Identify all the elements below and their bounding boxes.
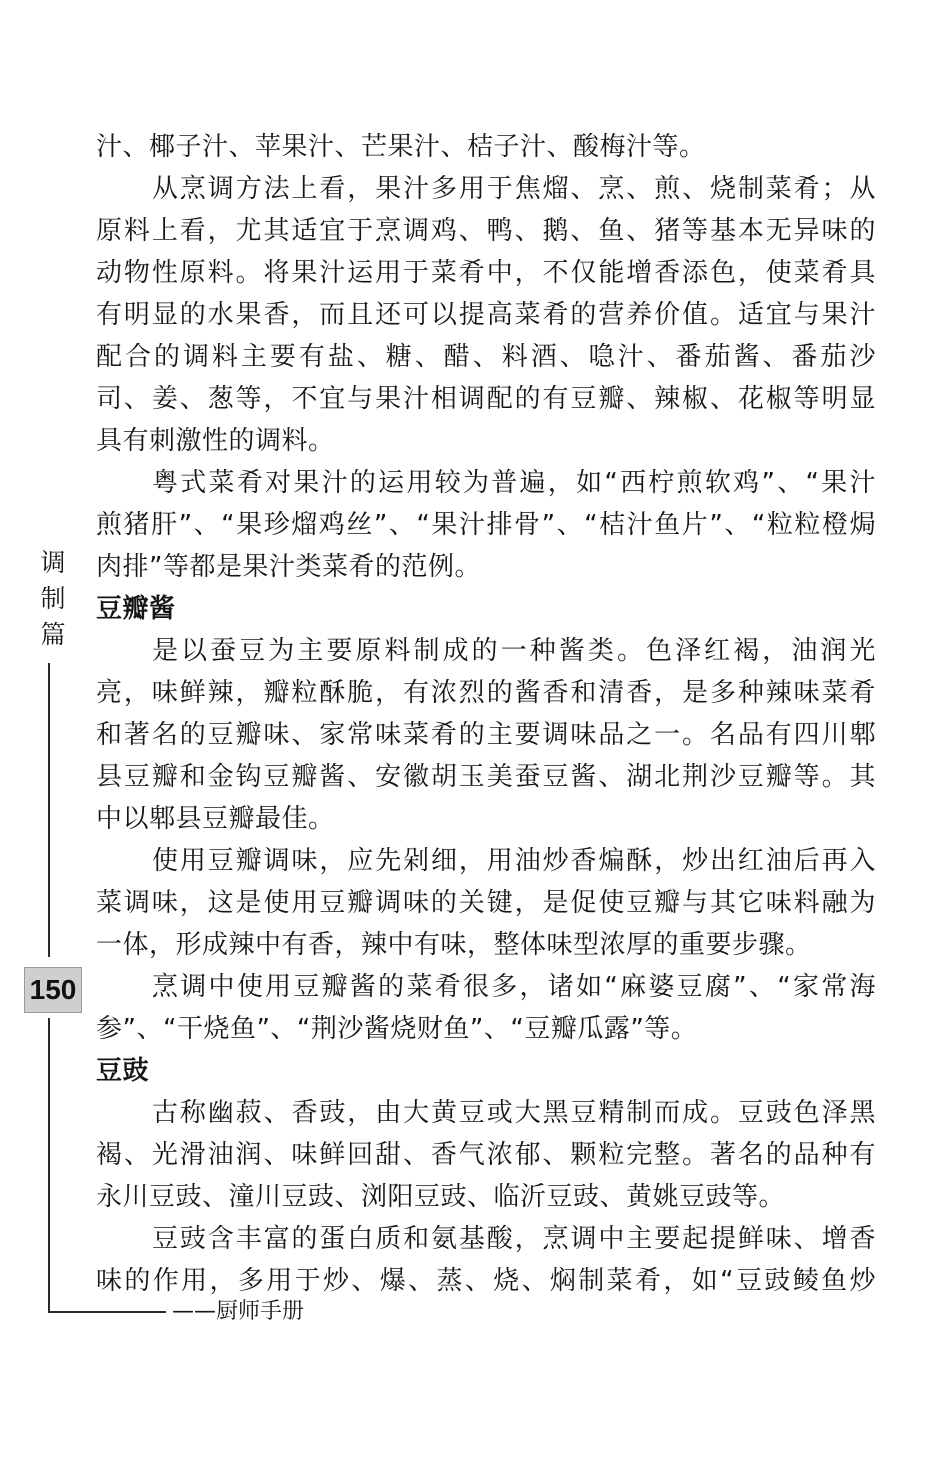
paragraph-first-line: 使用豆瓣调味，应先剁细，用油炒香煸酥，炒出红油后再入 (152, 846, 876, 876)
section-heading-douchi: 豆豉 (96, 1056, 150, 1086)
text-line: 具有刺激性的调料。 (96, 426, 335, 456)
text-line: 一体，形成辣中有香，辣中有味，整体味型浓厚的重要步骤。 (96, 930, 812, 960)
text-line: 汁、椰子汁、苹果汁、芒果汁、桔子汁、酸梅汁等。 (96, 132, 706, 162)
text-line: 参”、“干烧鱼”、“荆沙酱烧财鱼”、“豆瓣瓜露”等。 (96, 1014, 698, 1044)
text-line: 菜调味，这是使用豆瓣调味的关键，是促使豆瓣与其它味料融为 (96, 888, 876, 918)
text-line: 县豆瓣和金钩豆瓣酱、安徽胡玉美蚕豆酱、湖北荆沙豆瓣等。其 (96, 762, 876, 792)
footer-book-title: ——厨师手册 (172, 1299, 305, 1324)
paragraph-first-line: 烹调中使用豆瓣酱的菜肴很多，诸如“麻婆豆腐”、“家常海 (152, 972, 876, 1002)
text-line: 配合的调料主要有盐、糖、醋、料酒、喼汁、番茄酱、番茄沙 (96, 342, 876, 372)
section-label-char: 制 (40, 584, 66, 613)
paragraph-first-line: 粤式菜肴对果汁的运用较为普遍，如“西柠煎软鸡”、“果汁 (152, 468, 876, 498)
text-line: 中以郫县豆瓣最佳。 (96, 804, 335, 834)
section-heading-doubanjiang: 豆瓣酱 (96, 594, 176, 624)
section-label (38, 545, 68, 653)
margin-rule (48, 1018, 50, 1313)
text-line: 有明显的水果香，而且还可以提高菜肴的营养价值。适宜与果汁 (96, 300, 876, 330)
paragraph-first-line: 是以蚕豆为主要原料制成的一种酱类。色泽红褐，油润光 (152, 636, 876, 666)
text-line: 原料上看，尤其适宜于烹调鸡、鸭、鹅、鱼、猪等基本无异味的 (96, 216, 876, 246)
text-line: 和著名的豆瓣味、家常味菜肴的主要调味品之一。名品有四川郫 (96, 720, 876, 750)
text-line: 煎猪肝”、“果珍熘鸡丝”、“果汁排骨”、“桔汁鱼片”、“粒粒橙焗 (96, 510, 876, 540)
paragraph-first-line: 豆豉含丰富的蛋白质和氨基酸，烹调中主要起提鲜味、增香 (152, 1224, 876, 1254)
margin-rule (48, 663, 50, 957)
text-line: 动物性原料。将果汁运用于菜肴中，不仅能增香添色，使菜肴具 (96, 258, 876, 288)
text-line: 永川豆豉、潼川豆豉、浏阳豆豉、临沂豆豉、黄姚豆豉等。 (96, 1182, 786, 1212)
section-label-char: 调 (40, 548, 66, 577)
footer-rule (48, 1311, 166, 1313)
text-line: 肉排”等都是果汁类菜肴的范例。 (96, 552, 481, 582)
text-line: 亮，味鲜辣，瓣粒酥脆，有浓烈的酱香和清香，是多种辣味菜肴 (96, 678, 876, 708)
section-label-char: 篇 (40, 620, 66, 649)
text-line: 味的作用，多用于炒、爆、蒸、烧、焖制菜肴，如“豆豉鲮鱼炒 (96, 1266, 876, 1296)
page-number: 150 (24, 967, 82, 1013)
text-line: 褐、光滑油润、味鲜回甜、香气浓郁、颗粒完整。著名的品种有 (96, 1140, 876, 1170)
paragraph-first-line: 古称幽菽、香豉，由大黄豆或大黑豆精制而成。豆豉色泽黑 (152, 1098, 876, 1128)
text-line: 司、姜、葱等，不宜与果汁相调配的有豆瓣、辣椒、花椒等明显 (96, 384, 876, 414)
paragraph-first-line: 从烹调方法上看，果汁多用于焦熘、烹、煎、烧制菜肴；从 (152, 174, 876, 204)
